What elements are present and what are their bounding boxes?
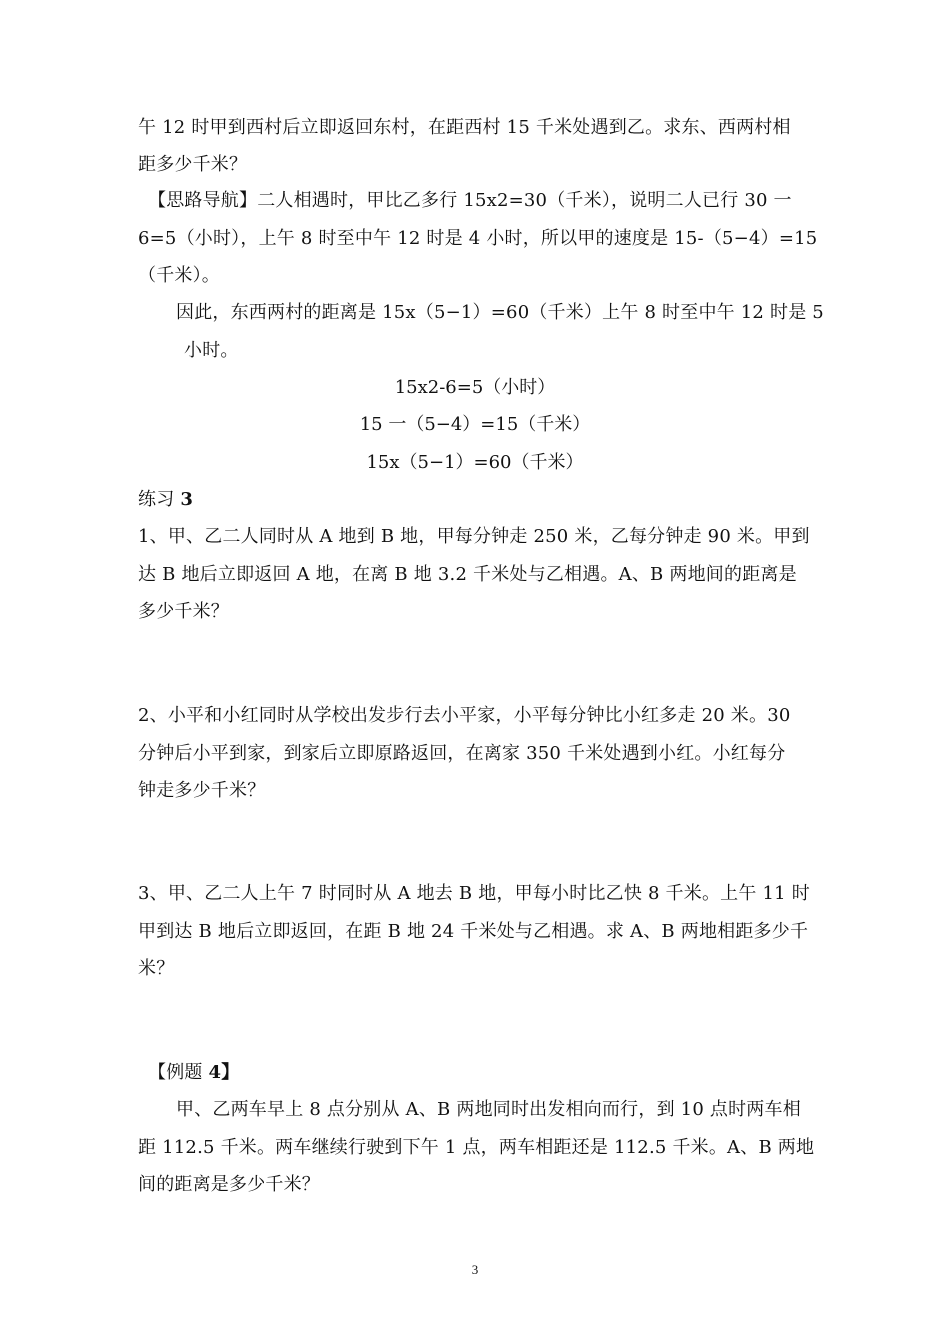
example-text-line: 间的距离是多少千米？ — [138, 1174, 320, 1195]
hint-text-line: 小时。 — [184, 340, 239, 361]
hint-text-line: 【思路导航】二人相遇时，甲比乙多行 15x2=30（千米），说明二人已行 30 一 — [148, 190, 792, 211]
example-heading-bracket: 】 — [221, 1062, 240, 1083]
problem-text-line: 午 12 时甲到西村后立即返回东村，在距西村 15 千米处遇到乙。求东、西两村相 — [138, 117, 791, 138]
practice-heading-label: 练习 — [138, 489, 181, 510]
example-heading-label: 【例题 — [148, 1062, 209, 1083]
question-line: 达 B 地后立即返回 A 地，在离 B 地 3.2 千米处与乙相遇。A、B 两地间的距离是 — [138, 564, 797, 585]
formula-line: 15x（5−1）=60（千米） — [366, 452, 584, 473]
hint-text-line: （千米）。 — [138, 265, 220, 286]
hint-text-line: 6=5（小时），上午 8 时至中午 12 时是 4 小时，所以甲的速度是 15-（5−4）=15 — [138, 228, 818, 249]
example-text-line: 甲、乙两车早上 8 点分别从 A、B 两地同时出发相向而行，到 10 点时两车相 — [176, 1099, 801, 1120]
practice-heading — [138, 488, 193, 512]
question-line: 1、甲、乙二人同时从 A 地到 B 地，甲每分钟走 250 米，乙每分钟走 90 米。甲到 — [138, 526, 810, 547]
question-line: 2、小平和小红同时从学校出发步行去小平家，小平每分钟比小红多走 20 米。30 — [138, 705, 791, 726]
example-text-line: 距 112.5 千米。两车继续行驶到下午 1 点，两车相距还是 112.5 千米。A、B 两地 — [138, 1137, 815, 1158]
practice-heading-number: 3 — [180, 489, 194, 510]
question-line: 3、甲、乙二人上午 7 时同时从 A 地去 B 地，甲每小时比乙快 8 千米。上午 11 时 — [138, 883, 810, 904]
formula-line: 15 一（5−4）=15（千米） — [359, 414, 591, 435]
hint-text-line: 因此，东西两村的距离是 15x（5−1）=60（千米）上午 8 时至中午 12 时是 5 — [176, 302, 824, 323]
formula-line: 15x2-6=5（小时） — [394, 377, 556, 398]
question-line: 多少千米？ — [138, 601, 229, 622]
example-heading — [148, 1061, 239, 1085]
question-line: 分钟后小平到家，到家后立即原路返回，在离家 350 千米处遇到小红。小红每分 — [138, 743, 786, 764]
example-heading-number: 4 — [208, 1062, 222, 1083]
page-number: 3 — [471, 1262, 479, 1277]
question-line: 米？ — [138, 958, 175, 979]
question-line: 钟走多少千米？ — [138, 780, 266, 801]
problem-text-line: 距多少千米？ — [138, 154, 248, 175]
question-line: 甲到达 B 地后立即返回，在距 B 地 24 千米处与乙相遇。求 A、B 两地相距多少千 — [138, 921, 809, 942]
